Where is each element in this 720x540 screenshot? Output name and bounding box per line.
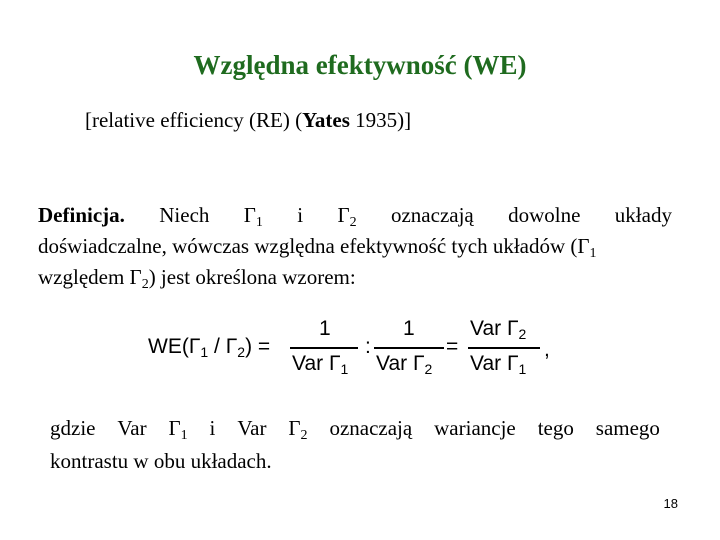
note-word: i [209,416,216,440]
note-word: $\Gamma_1$ [168,416,188,443]
formula-num-2: 1 [403,317,415,340]
def-word: $\Gamma_1$ [243,203,263,230]
fraction-bar-3 [468,347,540,349]
note-word: gdzie [50,416,96,440]
formula-den-1: Var $\Gamma_1$ [292,352,349,377]
note-word: Var [237,416,267,440]
formula-equals: = [446,335,459,358]
note-paragraph [50,412,660,478]
def-word: i [297,203,304,227]
subtitle-part1: [relative efficiency (RE) ( [85,108,303,132]
note-word: oznaczają [329,416,413,440]
def-word: Niech [159,203,210,227]
formula-num-3: Var $\Gamma_2$ [470,317,527,342]
def-word: $\Gamma_2$ [337,203,357,230]
definition-line-1 [38,200,672,231]
definition-label: Definicja. [38,203,125,227]
formula-num-1: 1 [319,317,331,340]
subtitle-author: Yates [302,108,350,132]
formula-colon: : [365,335,371,358]
slide-subtitle [85,108,411,133]
efficiency-formula [148,314,568,384]
formula-comma: , [544,338,550,361]
formula-lhs: $WE(\Gamma_1 / \Gamma_2)$ = [148,335,271,360]
subtitle-part2: 1935)] [349,108,412,132]
definition-line-2: doświadczalne, wówczas względna efektywność tych układów ($\Gamma_1$ [38,234,597,261]
def-word: układy [614,203,672,227]
formula-den-2: Var $\Gamma_2$ [376,352,433,377]
slide-title: Względna efektywność (WE) [193,50,527,80]
note-line-1 [50,412,660,445]
note-word: Var [117,416,147,440]
note-word: wariancje [434,416,516,440]
definition-line-3: względem $\Gamma_2$) jest określona wzorem: [38,265,356,292]
formula-den-3: Var $\Gamma_1$ [470,352,527,377]
note-line-2: kontrastu w obu układach. [50,449,272,473]
def-word: dowolne [508,203,581,227]
fraction-bar-1 [290,347,358,349]
fraction-bar-2 [374,347,444,349]
def-word: oznaczają [390,203,474,227]
definition-paragraph [38,200,672,293]
page-number: 18 [663,496,678,511]
note-word: $\Gamma_2$ [288,416,308,443]
note-word: samego [595,416,660,440]
note-word: tego [537,416,574,440]
